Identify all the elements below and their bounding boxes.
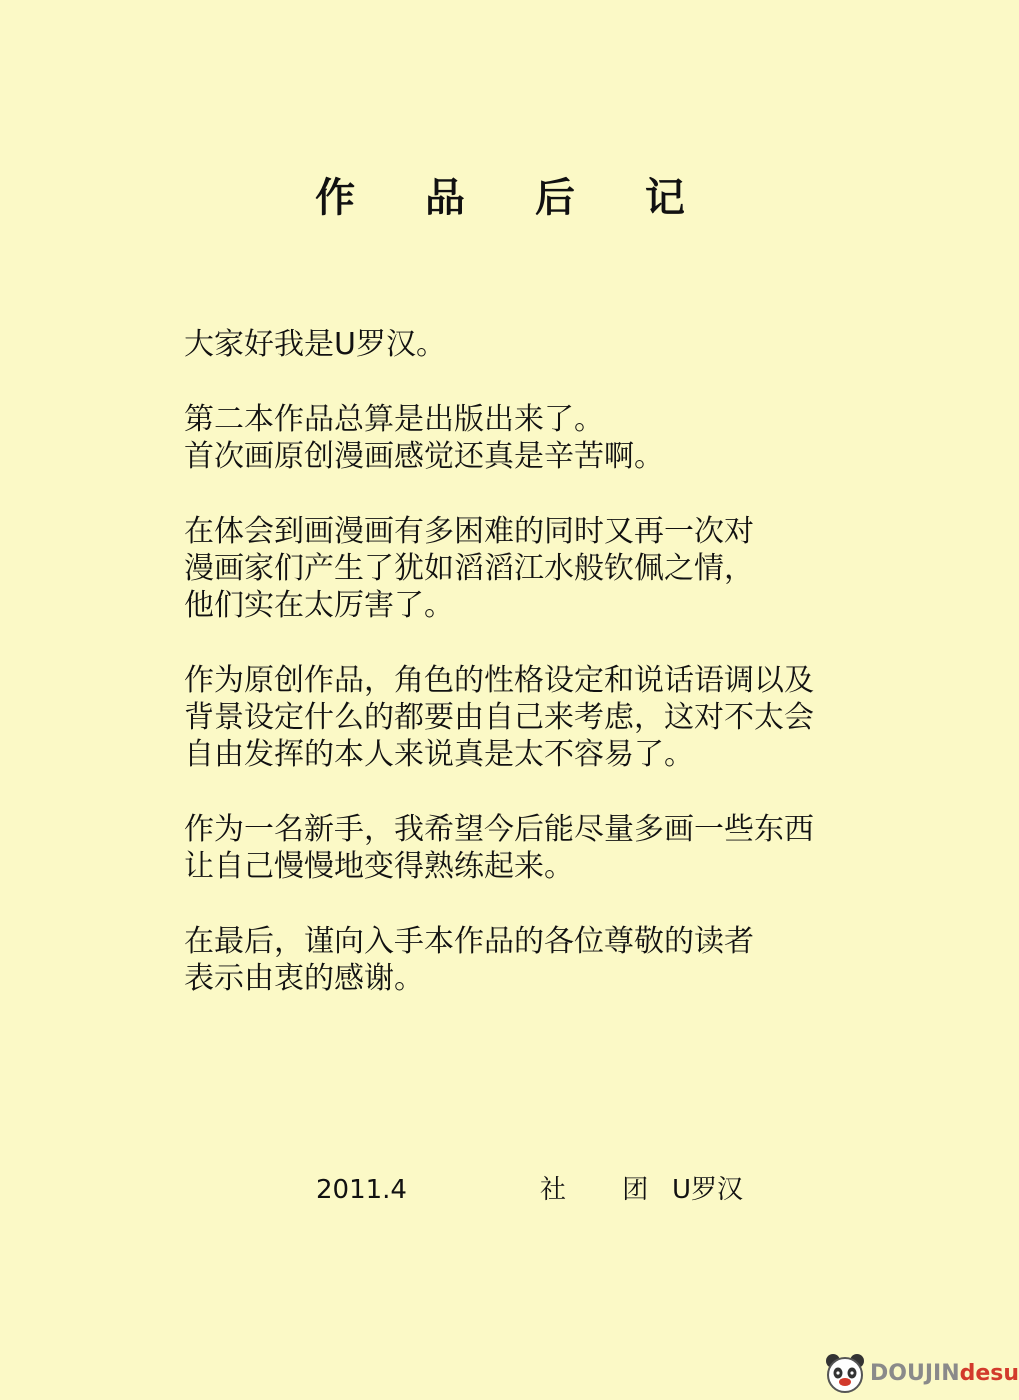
text-line: 背景设定什么的都要由自己来考虑，这对不太会 (184, 700, 814, 735)
signature-group-label: 社 团 (540, 1175, 673, 1205)
watermark-logo (824, 1350, 1019, 1396)
text-line: 他们实在太厉害了。 (184, 588, 454, 623)
text-line: 作为一名新手，我希望今后能尽量多画一些东西 (184, 812, 814, 847)
paragraph-greeting (184, 326, 924, 363)
paragraph-original-work (184, 662, 924, 773)
text-line: 第二本作品总算是出版出来了。 (184, 402, 604, 437)
watermark-text-part1: DOUJIN (870, 1361, 960, 1386)
panda-icon (824, 1352, 866, 1394)
text-line: 表示由衷的感谢。 (184, 961, 424, 996)
text-line: 漫画家们产生了犹如滔滔江水般钦佩之情， (184, 551, 754, 586)
signature-date: 2011.4 (316, 1175, 407, 1205)
signature (0, 1170, 1000, 1210)
watermark-text-part2: desu (959, 1361, 1019, 1386)
paragraph-respect (184, 513, 924, 624)
text-line: 自由发挥的本人来说真是太不容易了。 (184, 737, 694, 772)
paragraph-publication (184, 401, 924, 475)
paragraph-thanks (184, 923, 924, 997)
signature-author: U罗汉 (672, 1175, 744, 1205)
text-line: 在体会到画漫画有多困难的同时又再一次对 (184, 514, 754, 549)
text-line: 大家好我是U罗汉。 (184, 327, 446, 362)
text-line: 在最后，谨向入手本作品的各位尊敬的读者 (184, 924, 754, 959)
paragraph-newcomer (184, 811, 924, 885)
page-title: 作 品 后 记 (315, 175, 713, 221)
text-line: 作为原创作品，角色的性格设定和说话语调以及 (184, 663, 814, 698)
watermark-text (870, 1360, 1019, 1388)
afterword-body (184, 326, 924, 1035)
text-line: 首次画原创漫画感觉还真是辛苦啊。 (184, 439, 664, 474)
text-line: 让自己慢慢地变得熟练起来。 (184, 849, 574, 884)
